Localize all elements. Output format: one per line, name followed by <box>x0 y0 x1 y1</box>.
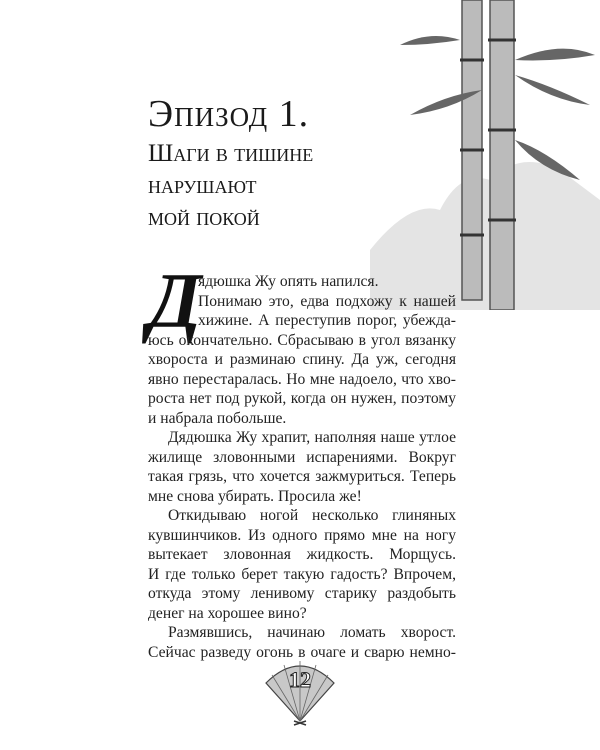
text-line: кувшинчиков. Из одного прямо мне на ногу <box>148 526 456 544</box>
drop-cap: Д <box>148 257 202 344</box>
text-line: хижине. А переступив порог, убежда- <box>198 312 456 329</box>
text-line: юсь окончательно. Сбрасываю в угол вязанку <box>148 331 456 349</box>
text-line: Сейчас разведу огонь в очаге и сварю немно- <box>148 643 456 661</box>
text-line: откуда этому ленивому старику раздобыть <box>148 585 456 602</box>
text-line: и набрала побольше. <box>148 409 287 427</box>
page-number: 12 <box>289 667 311 692</box>
text-line: денег на хорошее вино? <box>148 604 307 622</box>
text-line: такая грязь, что хочется зажмуриться. Теперь <box>148 468 456 485</box>
text-line: Размявшись, начинаю ломать хворост. <box>168 624 456 641</box>
text-line: ядюшка Жу опять напился. <box>198 273 379 290</box>
text-line: И где только берет такую гадость? Впрочем, <box>148 565 456 583</box>
text-line: жилище зловонными испарениями. Вокруг <box>148 448 456 466</box>
chapter-title: Эпизод 1. <box>148 93 310 135</box>
body-text <box>148 272 456 662</box>
page-number-fan <box>262 655 338 727</box>
text-line: явно перестаралась. Но мне надоело, что хво- <box>148 370 456 388</box>
chapter-subtitle-line: нарушают <box>148 172 257 199</box>
text-line: Откидываю ногой несколько глиняных <box>168 507 456 524</box>
chapter-subtitle-line: Шаги в тишине <box>148 140 314 167</box>
text-line: вытекает зловонная жидкость. Морщусь. <box>148 546 456 563</box>
text-line: хвороста и разминаю спину. Да уж, сегодня <box>148 351 456 368</box>
text-line: Дядюшка Жу храпит, наполняя наше утлое <box>168 429 456 446</box>
text-line: мне снова убирать. Просила же! <box>148 487 362 505</box>
bamboo-illustration <box>370 0 600 310</box>
text-line: Понимаю это, едва подхожу к нашей <box>198 292 456 310</box>
text-line: роста нет под рукой, когда он нужен, поэтому <box>148 390 456 407</box>
chapter-subtitle-line: мой покой <box>148 204 260 231</box>
